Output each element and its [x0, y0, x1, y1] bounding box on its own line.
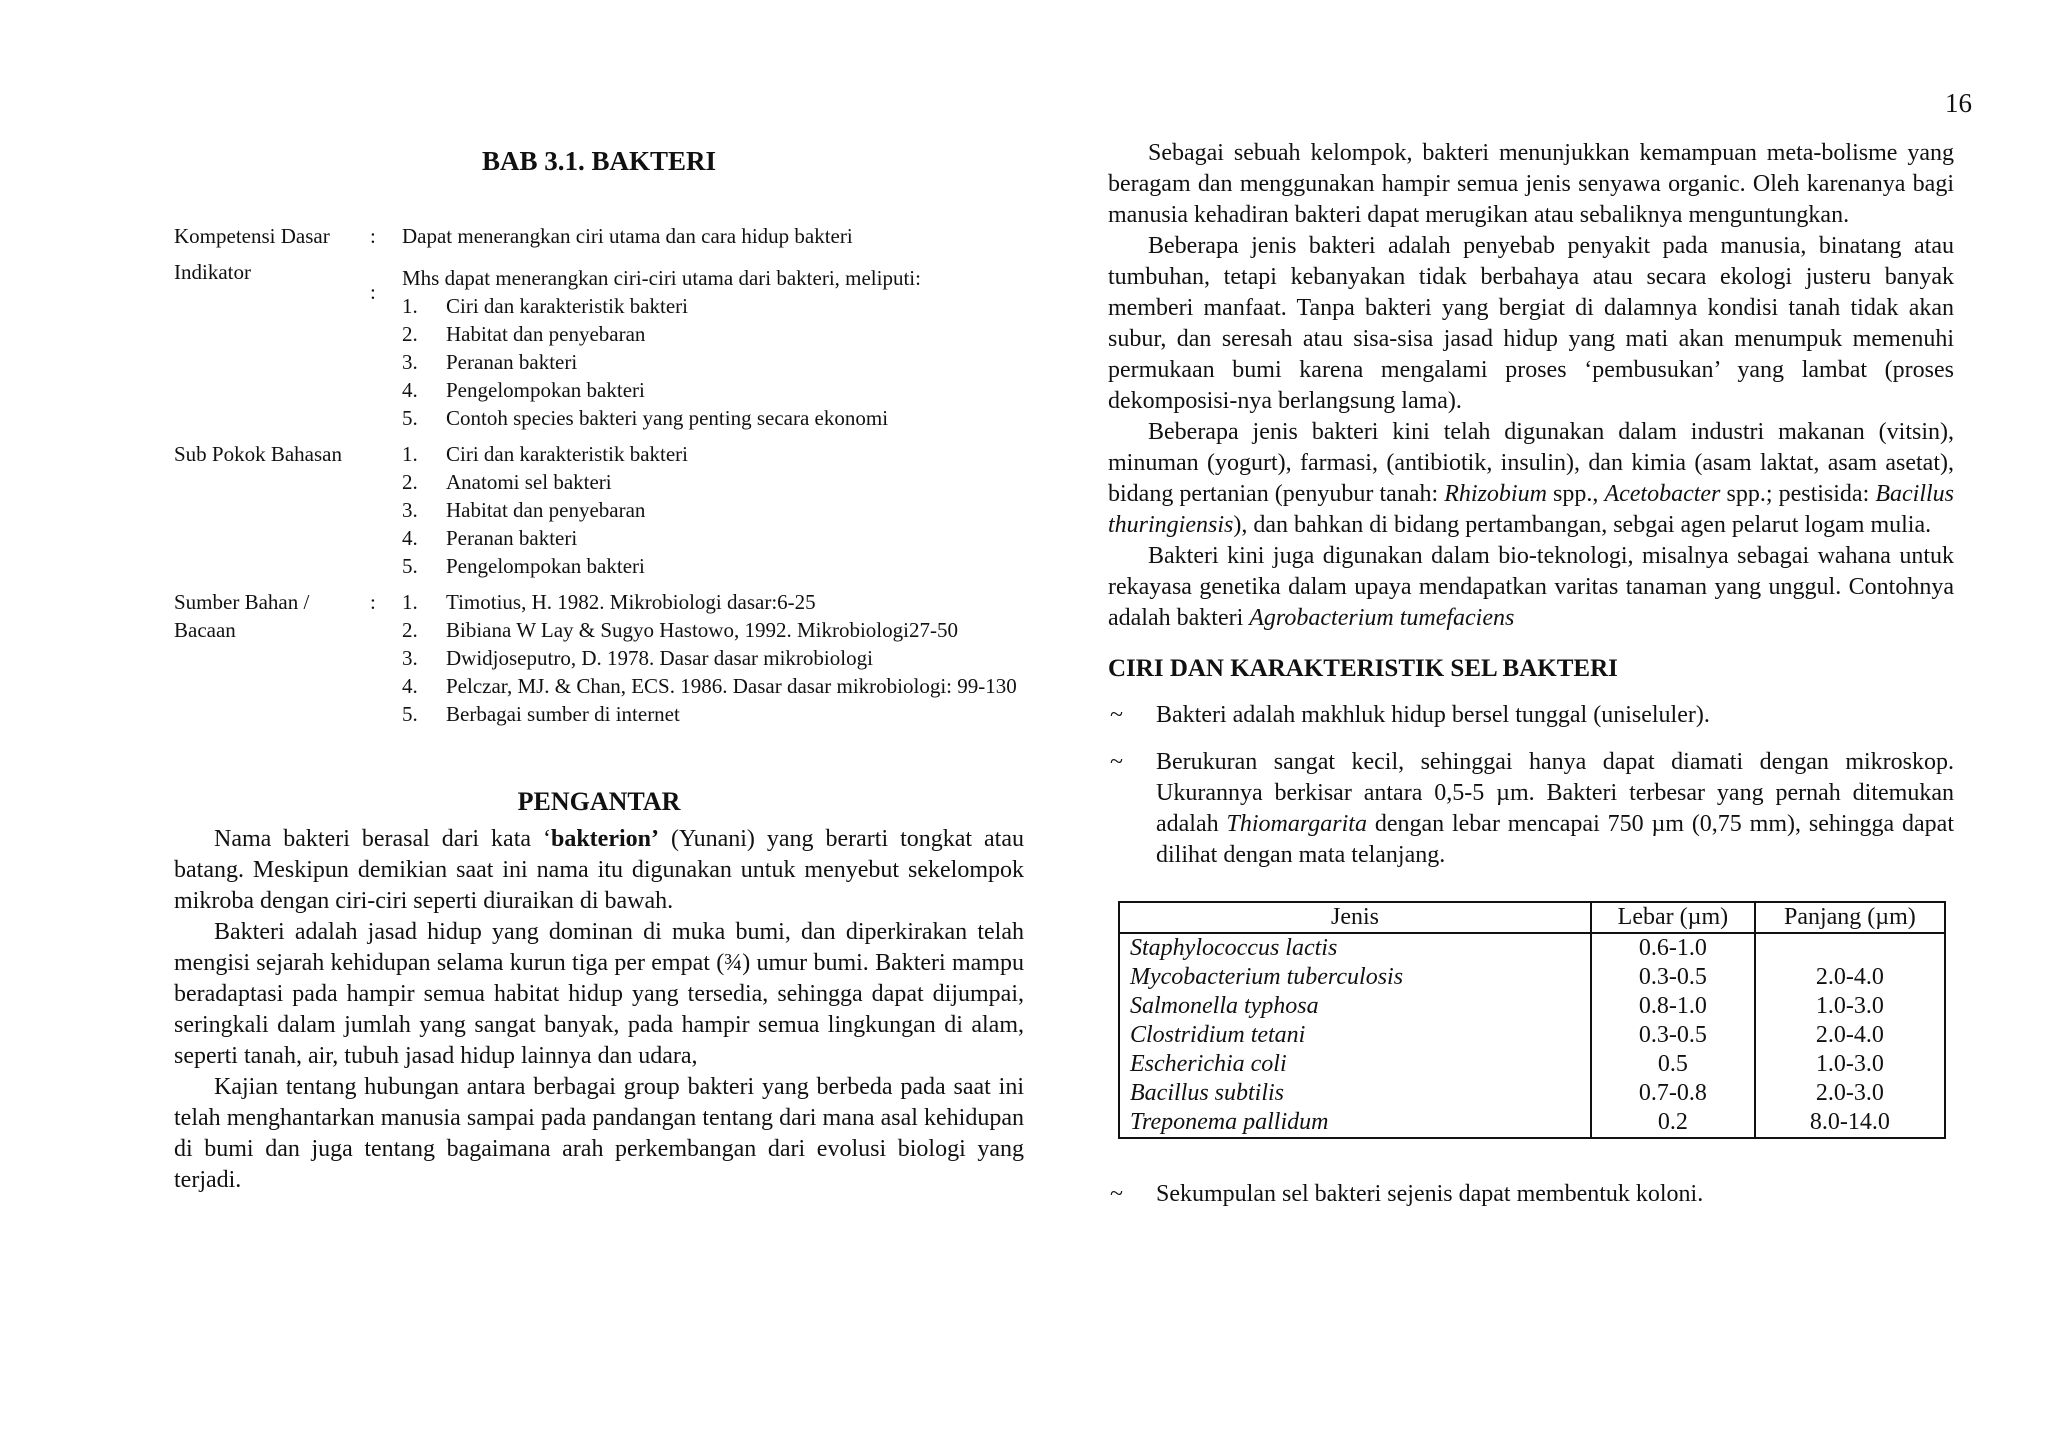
table-row: [1119, 1108, 1945, 1138]
table-cell: Escherichia coli: [1119, 1050, 1591, 1079]
meta-value: [402, 258, 1024, 432]
table-row: [1119, 1021, 1945, 1050]
table-cell: [1755, 933, 1945, 963]
list-number: 2.: [402, 618, 418, 642]
list-item-text: Peranan bakteri: [446, 350, 578, 374]
meta-label: Kompetensi Dasar: [174, 224, 330, 248]
table-cell: Bacillus subtilis: [1119, 1079, 1591, 1108]
meta-colon: :: [370, 280, 376, 304]
meta-value: Dapat menerangkan ciri utama dan cara hidup bakteri: [402, 224, 853, 248]
list-item-text: Ciri dan karakteristik bakteri: [446, 294, 689, 318]
table-cell: Mycobacterium tuberculosis: [1119, 963, 1591, 992]
list-item-text: Berbagai sumber di internet: [446, 702, 680, 726]
table-cell: 0.3-0.5: [1591, 963, 1755, 992]
indikator-intro: Mhs dapat menerangkan ciri-ciri utama dari bakteri, meliputi:: [402, 266, 921, 290]
list-item: [402, 468, 1024, 496]
list-item: [402, 292, 1024, 320]
paragraph: Beberapa jenis bakteri adalah penyebab penyakit pada manusia, binatang atau tumbuhan, tetapi kebanyakan tidak berbahaya atau secara ekologi justeru banyak memberi manfaat. Tanpa bakteri yang bergiat di dalamnya kondisi tanah tidak akan subur, dan seresah atau sisa-sisa jasad hidup yang mati akan menumpuk memenuhi permukaan bumi karena mengalami proses ‘pembusukan’ yang lambat (proses dekomposisi-nya berlangsung lama).: [1108, 233, 1954, 414]
paragraph: Nama bakteri berasal dari kata ‘bakterion’ (Yunani) yang berarti tongkat atau batang. Meskipun demikian saat ini nama itu digunakan untuk menyebut sekelompok mikroba dengan ciri-ciri seperti diuraikan di bawah.: [174, 826, 1025, 914]
table-cell: 0.2: [1591, 1108, 1755, 1138]
list-item-text: Pelczar, MJ. & Chan, ECS. 1986. Dasar dasar mikrobiologi: 99-130: [446, 674, 1017, 698]
table-row: [1119, 933, 1945, 963]
indikator-list: [402, 292, 1024, 432]
sub-pokok-list: [402, 440, 1024, 580]
table-cell: Staphylococcus lactis: [1119, 933, 1591, 963]
list-item: [402, 404, 1024, 432]
list-item-text: Peranan bakteri: [446, 526, 578, 550]
table-cell: 2.0-4.0: [1755, 1021, 1945, 1050]
bacteria-size-table: [1118, 901, 1946, 1139]
list-number: 3.: [402, 350, 418, 374]
list-item-text: Contoh species bakteri yang penting secara ekonomi: [446, 406, 889, 430]
list-item-text: Berukuran sangat kecil, sehinggai hanya dapat diamati dengan mikroskop. Ukurannya berkisar antara 0,5-5 µm. Bakteri terbesar yang pernah ditemukan adalah Thiomargarita dengan lebar mencapai 750 µm (0,75 mm), sehingga dapat dilihat dengan mata telanjang.: [1156, 749, 1954, 868]
list-number: 4.: [402, 378, 418, 402]
meta-colon: [370, 440, 402, 580]
meta-label: Sub Pokok Bahasan: [174, 442, 342, 466]
table-cell: 1.0-3.0: [1755, 1050, 1945, 1079]
list-item: [402, 348, 1024, 376]
list-item-text: Habitat dan penyebaran: [446, 498, 646, 522]
right-column: [1108, 138, 1954, 1226]
table-cell: 0.7-0.8: [1591, 1079, 1755, 1108]
list-item: [1108, 1179, 1954, 1210]
list-item-text: Sekumpulan sel bakteri sejenis dapat membentuk koloni.: [1156, 1181, 1704, 1207]
list-number: 2.: [402, 322, 418, 346]
list-number: 1.: [402, 294, 418, 318]
meta-label: Indikator: [174, 260, 251, 284]
list-item: [402, 700, 1024, 728]
table-cell: 0.3-0.5: [1591, 1021, 1755, 1050]
meta-value: [402, 440, 1024, 580]
list-item-text: Pengelompokan bakteri: [446, 378, 645, 402]
ciri-heading: CIRI DAN KARAKTERISTIK SEL BAKTERI: [1108, 655, 1618, 682]
list-number: 1.: [402, 442, 418, 466]
list-number: 3.: [402, 646, 418, 670]
table-cell: 0.8-1.0: [1591, 992, 1755, 1021]
table-cell: 2.0-3.0: [1755, 1079, 1945, 1108]
list-number: 4.: [402, 674, 418, 698]
table-cell: Treponema pallidum: [1119, 1108, 1591, 1138]
list-item: [402, 588, 1024, 616]
list-item: [402, 496, 1024, 524]
tilde-bullet: ~: [1110, 1181, 1123, 1207]
meta-colon: :: [370, 590, 376, 614]
pengantar-body: [174, 824, 1024, 1196]
list-item: [1108, 747, 1954, 871]
chapter-meta: [174, 222, 1024, 728]
table-cell: 1.0-3.0: [1755, 992, 1945, 1021]
list-item-text: Ciri dan karakteristik bakteri: [446, 442, 689, 466]
paragraph: Beberapa jenis bakteri kini telah digunakan dalam industri makanan (vitsin), minuman (yogurt), farmasi, (antibiotik, insulin), dan kimia (asam laktat, asam asetat), bidang pertanian (penyubur tanah: Rhizobium spp., Acetobacter spp.; pestisida: Bacillus thuringiensis), dan bahkan di bidang pertambangan, sebgai agen pelarut logam mulia.: [1108, 419, 1954, 538]
table-body: [1119, 933, 1945, 1138]
table-cell: 0.6-1.0: [1591, 933, 1755, 963]
table-header: Jenis: [1119, 902, 1591, 933]
list-item: [402, 524, 1024, 552]
list-item-text: Anatomi sel bakteri: [446, 470, 612, 494]
list-number: 5.: [402, 702, 418, 726]
table-header-row: [1119, 902, 1945, 933]
table-row: [1119, 963, 1945, 992]
list-item: [402, 616, 1024, 644]
paragraph: Kajian tentang hubungan antara berbagai group bakteri yang berbeda pada saat ini telah menghantarkan manusia sampai pada pandangan tentang dari mana asal kehidupan di bumi dan juga tentang bagaimana arah perkembangan dari evolusi biologi yang terjadi.: [174, 1074, 1024, 1193]
pengantar-heading: PENGANTAR: [517, 787, 681, 816]
list-item-text: Bakteri adalah makhluk hidup bersel tunggal (uniseluler).: [1156, 702, 1710, 728]
list-item: [402, 376, 1024, 404]
list-number: 5.: [402, 554, 418, 578]
table-row: [1119, 1079, 1945, 1108]
list-item-text: Bibiana W Lay & Sugyo Hastowo, 1992. Mikrobiologi27-50: [446, 618, 958, 642]
paragraph: Bakteri adalah jasad hidup yang dominan di muka bumi, dan diperkirakan telah mengisi sejarah kehidupan selama kurun tiga per empat (¾) umur bumi. Bakteri mampu beradaptasi pada hampir semua habitat hidup yang tersedia, sehingga dapat dijumpai, seringkali dalam jumlah yang sangat banyak, pada hampir semua lingkungan di alam, seperti tanah, air, tubuh jasad hidup lainnya dan udara,: [174, 919, 1024, 1069]
chapter-title: BAB 3.1. BAKTERI: [481, 146, 717, 176]
page-number: 16: [1945, 88, 1972, 118]
meta-value: [402, 588, 1024, 728]
table-header: Panjang (µm): [1755, 902, 1945, 933]
list-item-text: Pengelompokan bakteri: [446, 554, 645, 578]
table-cell: 0.5: [1591, 1050, 1755, 1079]
list-item: [1108, 700, 1954, 731]
list-item: [402, 320, 1024, 348]
meta-indikator: [174, 258, 1024, 432]
left-column: [174, 130, 1024, 1196]
table-row: [1119, 992, 1945, 1021]
tilde-bullet: ~: [1110, 749, 1123, 775]
list-number: 1.: [402, 590, 418, 614]
meta-sub-pokok: [174, 440, 1024, 580]
list-number: 4.: [402, 526, 418, 550]
paragraph: Bakteri kini juga digunakan dalam bio-teknologi, misalnya sebagai wahana untuk rekayasa genetika dalam upaya mendapatkan varitas tanaman yang unggul. Contohnya adalah bakteri Agrobacterium tumefaciens: [1108, 543, 1954, 631]
list-number: 5.: [402, 406, 418, 430]
list-item: [402, 644, 1024, 672]
meta-label: Sumber Bahan / Bacaan: [174, 590, 310, 642]
table-cell: Salmonella typhosa: [1119, 992, 1591, 1021]
list-item-text: Dwidjoseputro, D. 1978. Dasar dasar mikrobiologi: [446, 646, 873, 670]
meta-kompetensi: [174, 222, 1024, 250]
paragraph: Sebagai sebuah kelompok, bakteri menunjukkan kemampuan meta-bolisme yang beragam dan menggunakan hampir semua jenis senyawa organic. Oleh karenanya bagi manusia kehadiran bakteri dapat merugikan atau sebaliknya menguntungkan.: [1108, 140, 1954, 228]
list-item: [402, 552, 1024, 580]
list-item: [402, 672, 1024, 700]
list-item: [402, 440, 1024, 468]
table-cell: 2.0-4.0: [1755, 963, 1945, 992]
meta-sumber: [174, 588, 1024, 728]
list-number: 2.: [402, 470, 418, 494]
table-row: [1119, 1050, 1945, 1079]
tilde-bullet: ~: [1110, 702, 1123, 728]
table-header: Lebar (µm): [1591, 902, 1755, 933]
table-cell: Clostridium tetani: [1119, 1021, 1591, 1050]
list-item-text: Timotius, H. 1982. Mikrobiologi dasar:6-25: [446, 590, 816, 614]
sumber-list: [402, 588, 1024, 728]
table-cell: 8.0-14.0: [1755, 1108, 1945, 1138]
meta-colon: :: [370, 224, 376, 248]
list-item-text: Habitat dan penyebaran: [446, 322, 646, 346]
list-number: 3.: [402, 498, 418, 522]
